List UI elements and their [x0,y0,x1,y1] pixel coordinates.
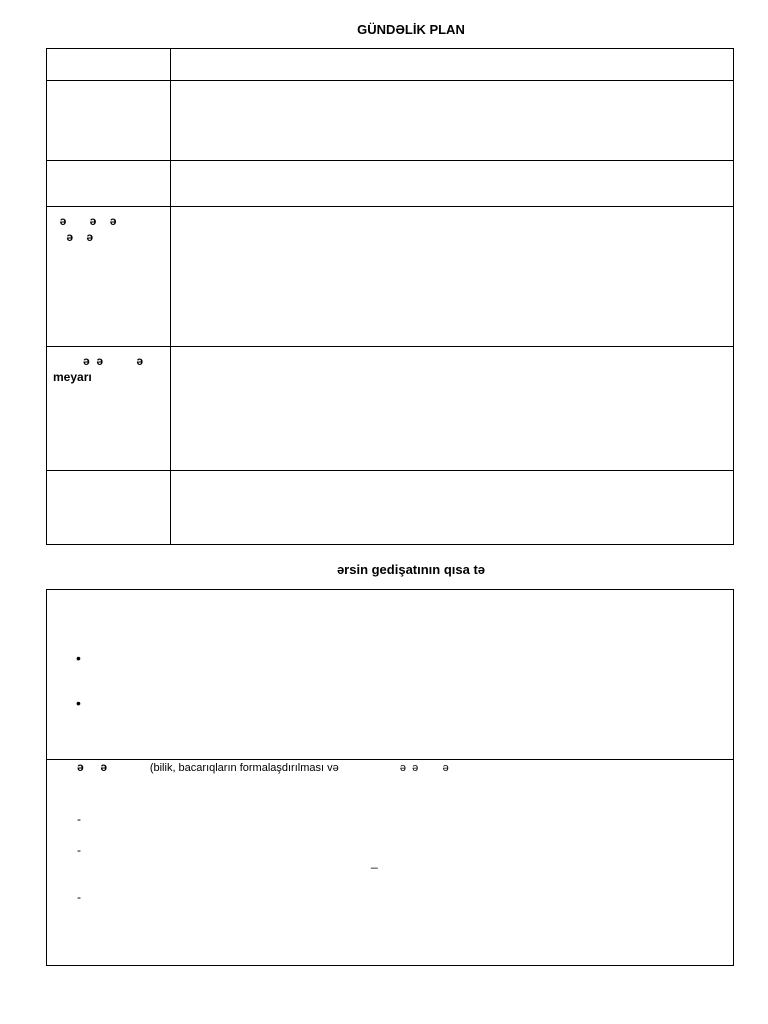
table-row [47,207,734,347]
row-label-cell: ə ə ə meyarı [47,347,171,471]
table-row [47,81,734,161]
row-label-cell [47,81,171,161]
activities-heading-text: (bilik, bacarıqların formalaşdırılması və ə ə ə [149,762,449,774]
row-value-cell [171,49,734,81]
lesson-summary-box [46,589,734,760]
row-label-cell [47,471,171,545]
table-row [47,347,734,471]
table-row [47,471,734,545]
table-row [47,161,734,207]
row-value-cell [171,161,734,207]
row-value-cell [171,81,734,161]
dash-item: - [77,890,81,904]
bullet-point: • [76,695,81,711]
dash-item: - [77,843,81,857]
underscore-mark: _ [371,855,378,869]
plan-table [46,48,734,545]
row-value-cell [171,471,734,545]
row-value-cell [171,207,734,347]
row-label-cell [47,49,171,81]
bullet-point: • [76,650,81,666]
row-label-cell: ə ə ə ə ə [47,207,171,347]
section-title: ərsin gedişatının qısa tə [336,562,486,577]
page-title: GÜNDƏLİK PLAN [357,22,465,37]
row-label-cell [47,161,171,207]
activities-heading-bold: ə ə [77,760,108,774]
activities-heading [77,760,449,774]
table-row [47,49,734,81]
dash-item: - [77,812,81,826]
activities-box [46,758,734,966]
row-value-cell [171,347,734,471]
